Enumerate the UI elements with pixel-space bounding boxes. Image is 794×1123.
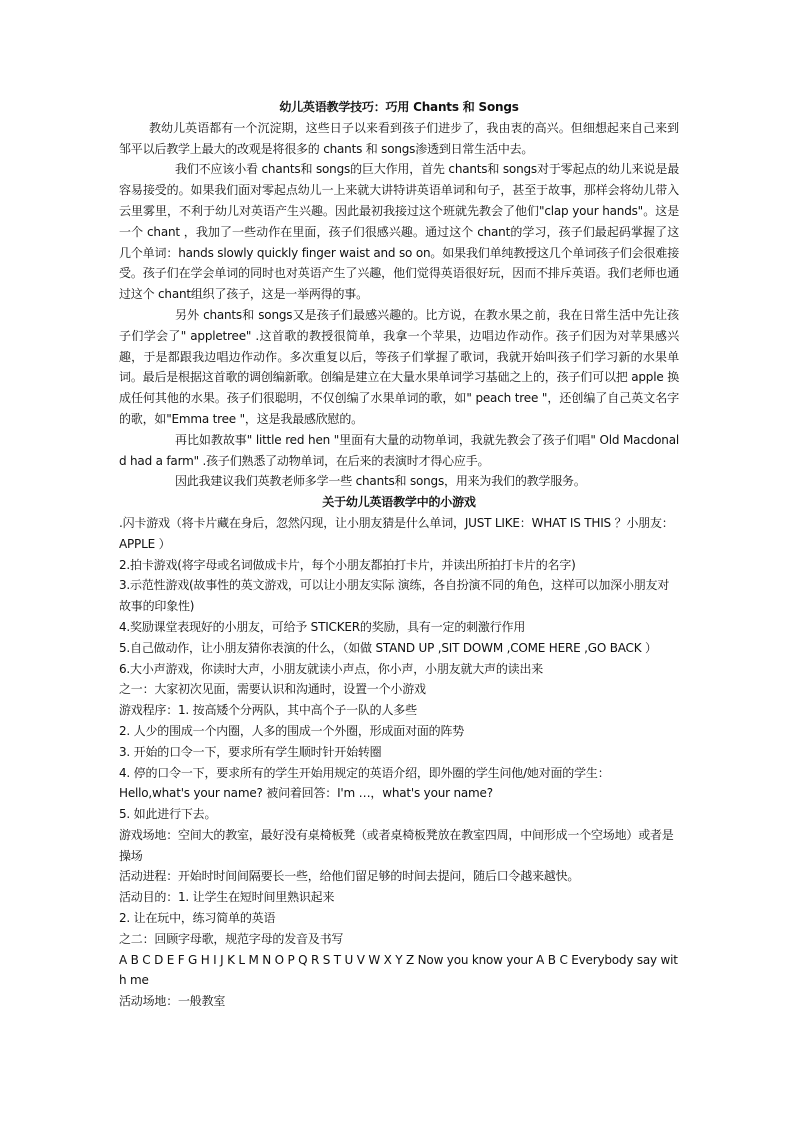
- game-line-2: 2.拍卡游戏(将字母或名词做成卡片，每个小朋友都拍打卡片，并读出所拍打卡片的名字): [119, 557, 576, 572]
- game-line-18: 之二：回顾字母歌，规范字母的发音及书写: [119, 931, 344, 946]
- game-line-20: 活动场地：一般教室: [119, 994, 226, 1009]
- games-section-title: 关于幼儿英语教学中的小游戏: [322, 495, 476, 510]
- game-line-6: 6.大小声游戏，你读时大声，小朋友就读小声点，你小声，小朋友就大声的读出来: [119, 661, 544, 676]
- game-line-19: A B C D E F G H I J K L M N O P Q R S T U V W X Y Z Now you know your A B C Everybody say with me: [119, 952, 678, 988]
- article-paragraph-1: 教幼儿英语都有一个沉淀期，这些日子以来看到孩子们进步了，我由衷的高兴。但细想起来自己来到邹平以后教学上最大的改观是将很多的 chants 和 songs渗透到日常生活中去。: [119, 120, 679, 156]
- game-line-7: 之一：大家初次见面，需要认识和沟通时，设置一个小游戏: [119, 682, 426, 697]
- game-line-8: 游戏程序：1. 按高矮个分两队，其中高个子一队的人多些: [119, 703, 417, 718]
- game-line-9: 2. 人少的围成一个内圈，人多的围成一个外圈，形成面对面的阵势: [119, 723, 465, 738]
- game-line-14: 游戏场地：空间大的教室，最好没有桌椅板凳（或者桌椅板凳放在教室四周，中间形成一个空场地）或者是操场: [119, 827, 674, 863]
- article-paragraph-4: 再比如教故事" little red hen "里面有大量的动物单词，我就先教会了孩子们唱" Old Macdonald had a farm" .孩子们熟悉了动物单词，在后来的表演时才得心应手。: [119, 432, 679, 468]
- article-title: 幼儿英语教学技巧：巧用 Chants 和 Songs: [279, 100, 519, 114]
- document-page: [119, 97, 679, 1012]
- game-line-15: 活动进程：开始时时间间隔要长一些，给他们留足够的时间去提问，随后口令越来越快。: [119, 869, 580, 884]
- game-line-1: .闪卡游戏（将卡片藏在身后，忽然闪现，让小朋友猜是什么单词，JUST LIKE：WHAT IS THIS ？小朋友：APPLE ）: [119, 515, 674, 551]
- game-line-10: 3. 开始的口令一下，要求所有学生顺时针开始转圈: [119, 744, 382, 759]
- game-line-12: Hello,what's your name? 被问着回答：I'm …，what's your name?: [119, 786, 493, 801]
- game-line-13: 5. 如此进行下去。: [119, 807, 217, 822]
- game-line-5: 5.自己做动作，让小朋友猜你表演的什么，（如做 STAND UP ,SIT DOWM ,COME HERE ,GO BACK ）: [119, 640, 657, 655]
- game-line-17: 2. 让在玩中，练习简单的英语: [119, 911, 276, 926]
- game-line-16: 活动目的：1. 让学生在短时间里熟识起来: [119, 890, 335, 905]
- article-paragraph-3: 另外 chants和 songs又是孩子们最感兴趣的。比方说，在教水果之前，我在日常生活中先让孩子们学会了" appletree" .这首歌的教授很简单，我拿一个苹果，边唱边作动作。孩子们因为对苹果感兴趣，于是都跟我边唱边作动作。多次重复以后，等孩子们掌握了歌词，我就开始叫孩子们学习新的水果单词。最后是根据这首歌的调创编新歌。创编是建立在大量水果单词学习基础之上的，孩子们可以把 apple 换成任何其他的水果。孩子们很聪明，不仅创编了水果单词的歌，如" peach tree "，还创编了自己英文名字的歌，如"Emma tree "，这是我最感欣慰的。: [119, 307, 679, 426]
- article-paragraph-2: 我们不应该小看 chants和 songs的巨大作用，首先 chants和 songs对于零起点的幼儿来说是最容易接受的。如果我们面对零起点幼儿一上来就大讲特讲英语单词和句子，甚至于故事，那样会将幼儿带入云里雾里，不利于幼儿对英语产生兴趣。因此最初我接过这个班就先教会了他们"clap your hands"。这是一个 chant ，我加了一些动作在里面，孩子们很感兴趣。通过这个 chant的学习，孩子们最起码掌握了这几个单词：hands slowly quickly finger waist and so on。如果我们单纯教授这几个单词孩子们会很难接受。孩子们在学会单词的同时也对英语产生了兴趣，他们觉得英语很好玩，因而不排斥英语。我们老师也通过这个 chant组织了孩子，这是一举两得的事。: [119, 162, 679, 302]
- article-paragraph-5: 因此我建议我们英教老师多学一些 chants和 songs，用来为我们的教学服务。: [175, 474, 586, 489]
- game-line-4: 4.奖励课堂表现好的小朋友，可给予 STICKER的奖励，具有一定的刺激行作用: [119, 619, 526, 634]
- game-line-11: 4. 停的口令一下，要求所有的学生开始用规定的英语介绍，即外圈的学生问他/她对面的学生：: [119, 765, 610, 780]
- game-line-3: 3.示范性游戏(故事性的英文游戏，可以让小朋友实际 演练，各自扮演不同的角色，这样可以加深小朋友对故事的印象性): [119, 578, 670, 614]
